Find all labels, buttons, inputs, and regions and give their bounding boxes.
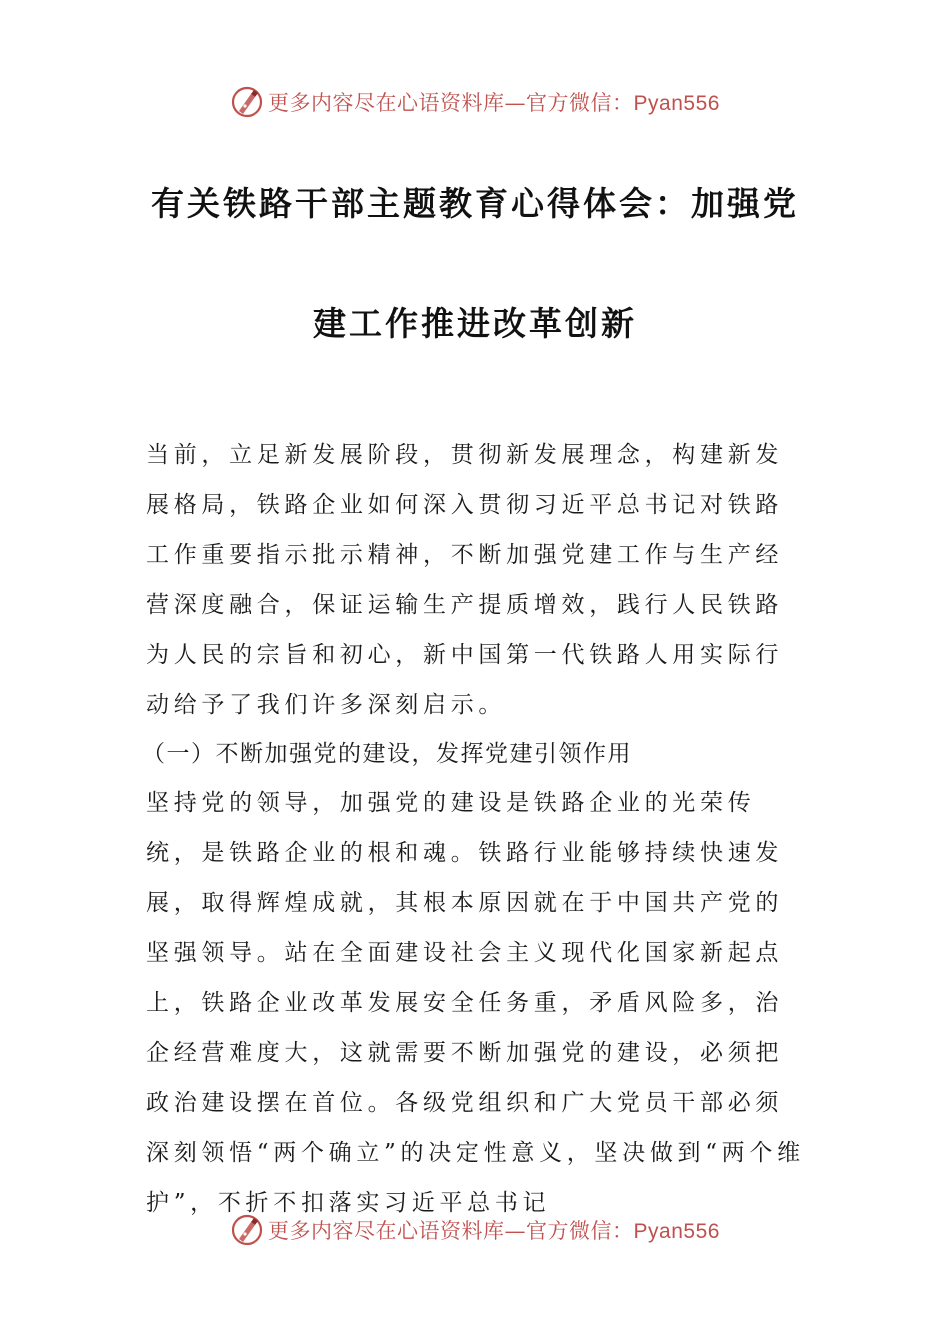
document-title-line-2: 建工作推进改革创新 xyxy=(313,304,637,343)
watermark-text: 更多内容尽在心语资料库—官方微信：Pyan556 xyxy=(268,1219,720,1243)
document-title-line-1: 有关铁路干部主题教育心得体会：加强党 xyxy=(151,184,799,223)
footer-watermark xyxy=(0,1210,950,1250)
intro-paragraph: 当前，立足新发展阶段，贯彻新发展理念，构建新发展格局，铁路企业如何深入贯彻习近平总书记对铁路工作重要指示批示精神，不断加强党建工作与生产经营深度融合，保证运输生产提质增效，践行人民铁路为人民的宗旨和初心，新中国第一代铁路人用实际行动给予了我们许多深刻启示。 xyxy=(146,442,784,718)
watermark-text: 更多内容尽在心语资料库—官方微信：Pyan556 xyxy=(268,91,720,115)
section-paragraph: 坚持党的领导，加强党的建设是铁路企业的光荣传统，是铁路企业的根和魂。铁路行业能够持续快速发展，取得辉煌成就，其根本原因就在于中国共产党的坚强领导。站在全面建设社会主义现代化国家新起点上，铁路企业改革发展安全任务重，矛盾风险多，治企经营难度大，这就需要不断加强党的建设，必须把政治建设摆在首位。各级党组织和广大党员干部必须深刻领悟“两个确立”的决定性意义，坚决做到“两个维护”，不折不扣落实习近平总书记 xyxy=(146,790,805,1216)
header-watermark xyxy=(0,82,950,122)
pen-nib-logo-icon xyxy=(230,1213,264,1247)
pen-nib-logo-icon xyxy=(230,85,264,119)
section-heading: （一）不断加强党的建设，发挥党建引领作用 xyxy=(142,741,632,767)
document-body xyxy=(142,430,806,1228)
